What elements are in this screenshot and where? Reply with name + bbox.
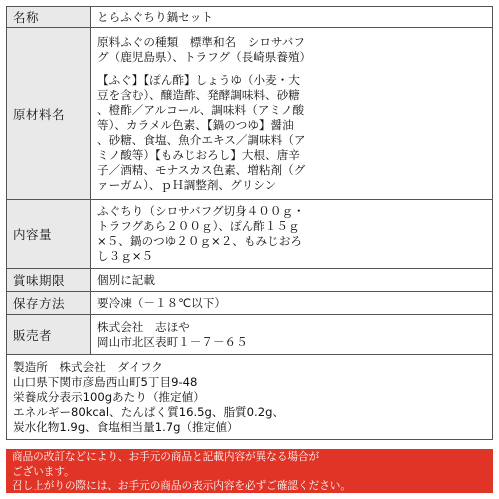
maker-line: 山口県下関市彦島西山町5丁目9-48 bbox=[13, 374, 198, 389]
maker-info bbox=[7, 355, 493, 440]
name-value: とらふぐちり鍋セット bbox=[91, 7, 493, 28]
row-ingredients bbox=[7, 28, 493, 200]
ingredients-line: 、砂糖、食塩、魚介エキス／調味料（ア bbox=[97, 132, 306, 147]
maker-line: 製造所 株式会社 ダイフク bbox=[13, 359, 163, 374]
ingredients-line: 原料ふぐの種類 標準和名 シロサバフ bbox=[97, 34, 305, 49]
seller-label: 販売者 bbox=[7, 315, 91, 355]
notice-line: ございます。 bbox=[12, 465, 75, 478]
product-spec-table bbox=[6, 6, 493, 440]
ingredients-line: 、橙酢／アルコール、調味料（アミノ酸 bbox=[97, 102, 305, 117]
ingredients-line: ァーガム）、ｐＨ調整剤、グリシン bbox=[97, 177, 277, 192]
seller-line: 岡山市北区表町１－７－６５ bbox=[97, 334, 248, 349]
ingredients-line: 【ふぐ】【ぽん酢】しょうゆ（小麦・大 bbox=[97, 72, 300, 87]
notice-line: 商品の改訂などにより、お手元の商品と記載内容が異なる場合が bbox=[12, 451, 320, 463]
row-storage bbox=[7, 292, 493, 315]
contents-line: ふぐちり（シロサバフグ切身４００ｇ・ bbox=[97, 204, 305, 218]
expiry-value: 個別に記載 bbox=[91, 269, 493, 292]
storage-value: 要冷凍（－１８℃以下） bbox=[91, 292, 493, 315]
seller-value bbox=[91, 315, 493, 355]
ingredients-line: 豆を含む）、醸造酢、発酵調味料、砂糖 bbox=[97, 87, 300, 102]
row-seller bbox=[7, 315, 493, 355]
contents-line: トラフグあら２００ｇ）、ぽん酢１５ｇ bbox=[97, 219, 300, 233]
contents-label: 内容量 bbox=[7, 200, 91, 269]
row-contents bbox=[7, 200, 493, 269]
maker-line: 炭水化物1.9g、食塩相当量1.7g（推定値） bbox=[13, 419, 239, 434]
ingredients-value bbox=[91, 28, 493, 200]
ingredients-line: ミノ酸等）【もみじおろし】大根、唐辛 bbox=[97, 147, 300, 162]
row-name bbox=[7, 7, 493, 28]
maker-line: 栄養成分表示100gあたり（推定値） bbox=[13, 389, 205, 404]
seller-line: 株式会社 志ほや bbox=[97, 319, 190, 334]
notice-banner bbox=[6, 449, 493, 493]
expiry-label: 賞味期限 bbox=[7, 269, 91, 292]
row-maker bbox=[7, 355, 493, 440]
name-label: 名称 bbox=[7, 7, 91, 28]
contents-value bbox=[91, 200, 493, 269]
contents-line: し３ｇ×５ bbox=[97, 249, 154, 263]
ingredients-line: 子／酒精、モナスカス色素、増粘剤（グ bbox=[97, 162, 306, 177]
storage-label: 保存方法 bbox=[7, 292, 91, 315]
row-expiry bbox=[7, 269, 493, 292]
contents-line: ×５、鍋のつゆ２０ｇ×２、もみじおろ bbox=[97, 234, 302, 248]
ingredients-line bbox=[97, 65, 487, 73]
maker-line: エネルギー80kcal、たんぱく質16.5g、脂質0.2g、 bbox=[13, 404, 285, 419]
notice-line: 召し上がりの際には、お手元の商品の表示内容を必ずご確認ください。 bbox=[12, 480, 351, 492]
ingredients-line: グ（鹿児島県）、トラフグ（長崎県養殖） bbox=[97, 49, 312, 64]
ingredients-line: 等）、カラメル色素、【鍋のつゆ】醤油 bbox=[97, 117, 294, 132]
ingredients-label: 原材料名 bbox=[7, 28, 91, 200]
